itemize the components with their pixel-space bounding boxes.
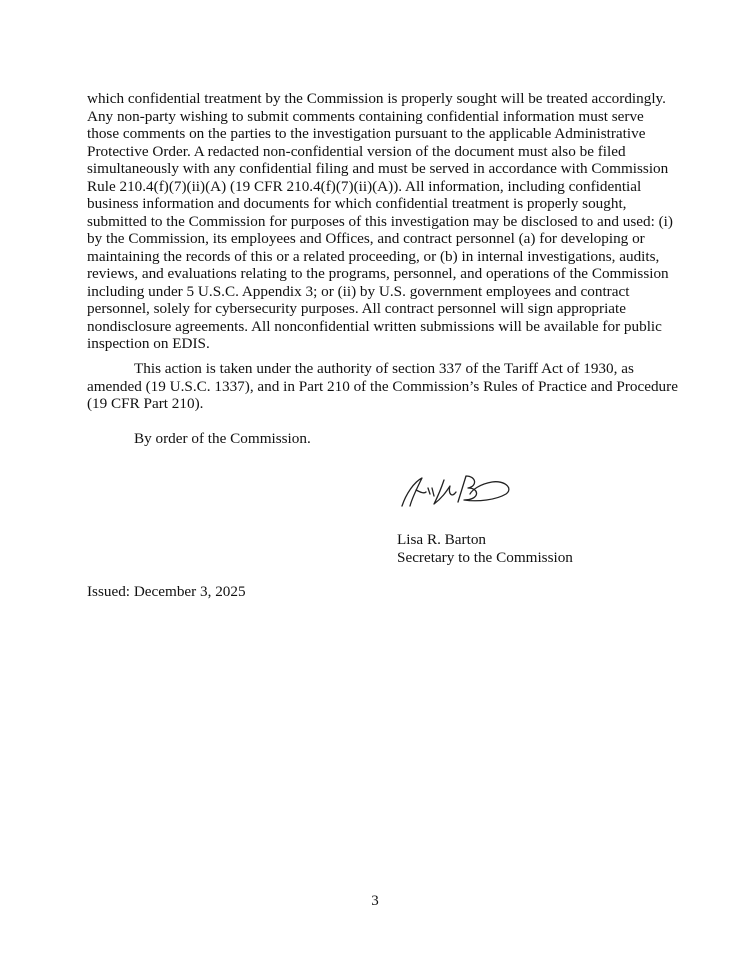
signatory-name: Lisa R. Barton (397, 531, 487, 548)
text-line: maintaining the records of this or a related proceeding, or (b) in internal investigations, audits, (87, 247, 660, 265)
text-line: Protective Order. A redacted non-confidential version of the document must also be filed (87, 142, 626, 160)
closing-statement: By order of the Commission. (134, 430, 311, 447)
text-line: inspection on EDIS. (87, 335, 210, 352)
text-line: Any non-party wishing to submit comments containing confidential information must serve (87, 107, 644, 125)
signatory-title: Secretary to the Commission (397, 548, 573, 566)
text-line: which confidential treatment by the Commission is properly sought will be treated accordingly. (87, 90, 666, 107)
page-number: 3 (371, 893, 379, 909)
text-line: nondisclosure agreements. All nonconfidential written submissions will be available for public (87, 317, 662, 335)
issued-date: Issued: December 3, 2025 (87, 583, 246, 600)
text-line: (19 CFR Part 210). (87, 395, 204, 412)
text-line: This action is taken under the authority of section 337 of the Tariff Act of 1930, as (134, 360, 634, 377)
text-line: personnel, solely for cybersecurity purposes. All contract personnel will sign appropriate (87, 300, 627, 317)
text-line: Rule 210.4(f)(7)(ii)(A) (19 CFR 210.4(f)(7)(ii)(A)). All information, including confidential (87, 177, 642, 195)
text-line: by the Commission, its employees and Offices, and contract personnel (a) for developing or (87, 230, 645, 247)
signature-icon (396, 472, 526, 512)
text-line: including under 5 U.S.C. Appendix 3; or (ii) by U.S. government employees and contract (87, 282, 630, 300)
text-line: business information and documents for which confidential treatment is properly sought, (87, 195, 627, 212)
text-line: submitted to the Commission for purposes of this investigation may be disclosed to and used: (i) (87, 212, 673, 230)
text-line: amended (19 U.S.C. 1337), and in Part 210 of the Commission’s Rules of Practice and Procedure (87, 377, 678, 395)
text-line: those comments on the parties to the investigation pursuant to the applicable Administrative (87, 125, 646, 142)
text-line: reviews, and evaluations relating to the programs, personnel, and operations of the Commission (87, 265, 669, 282)
text-line: simultaneously with any confidential filing and must be served in accordance with Commission (87, 160, 669, 177)
